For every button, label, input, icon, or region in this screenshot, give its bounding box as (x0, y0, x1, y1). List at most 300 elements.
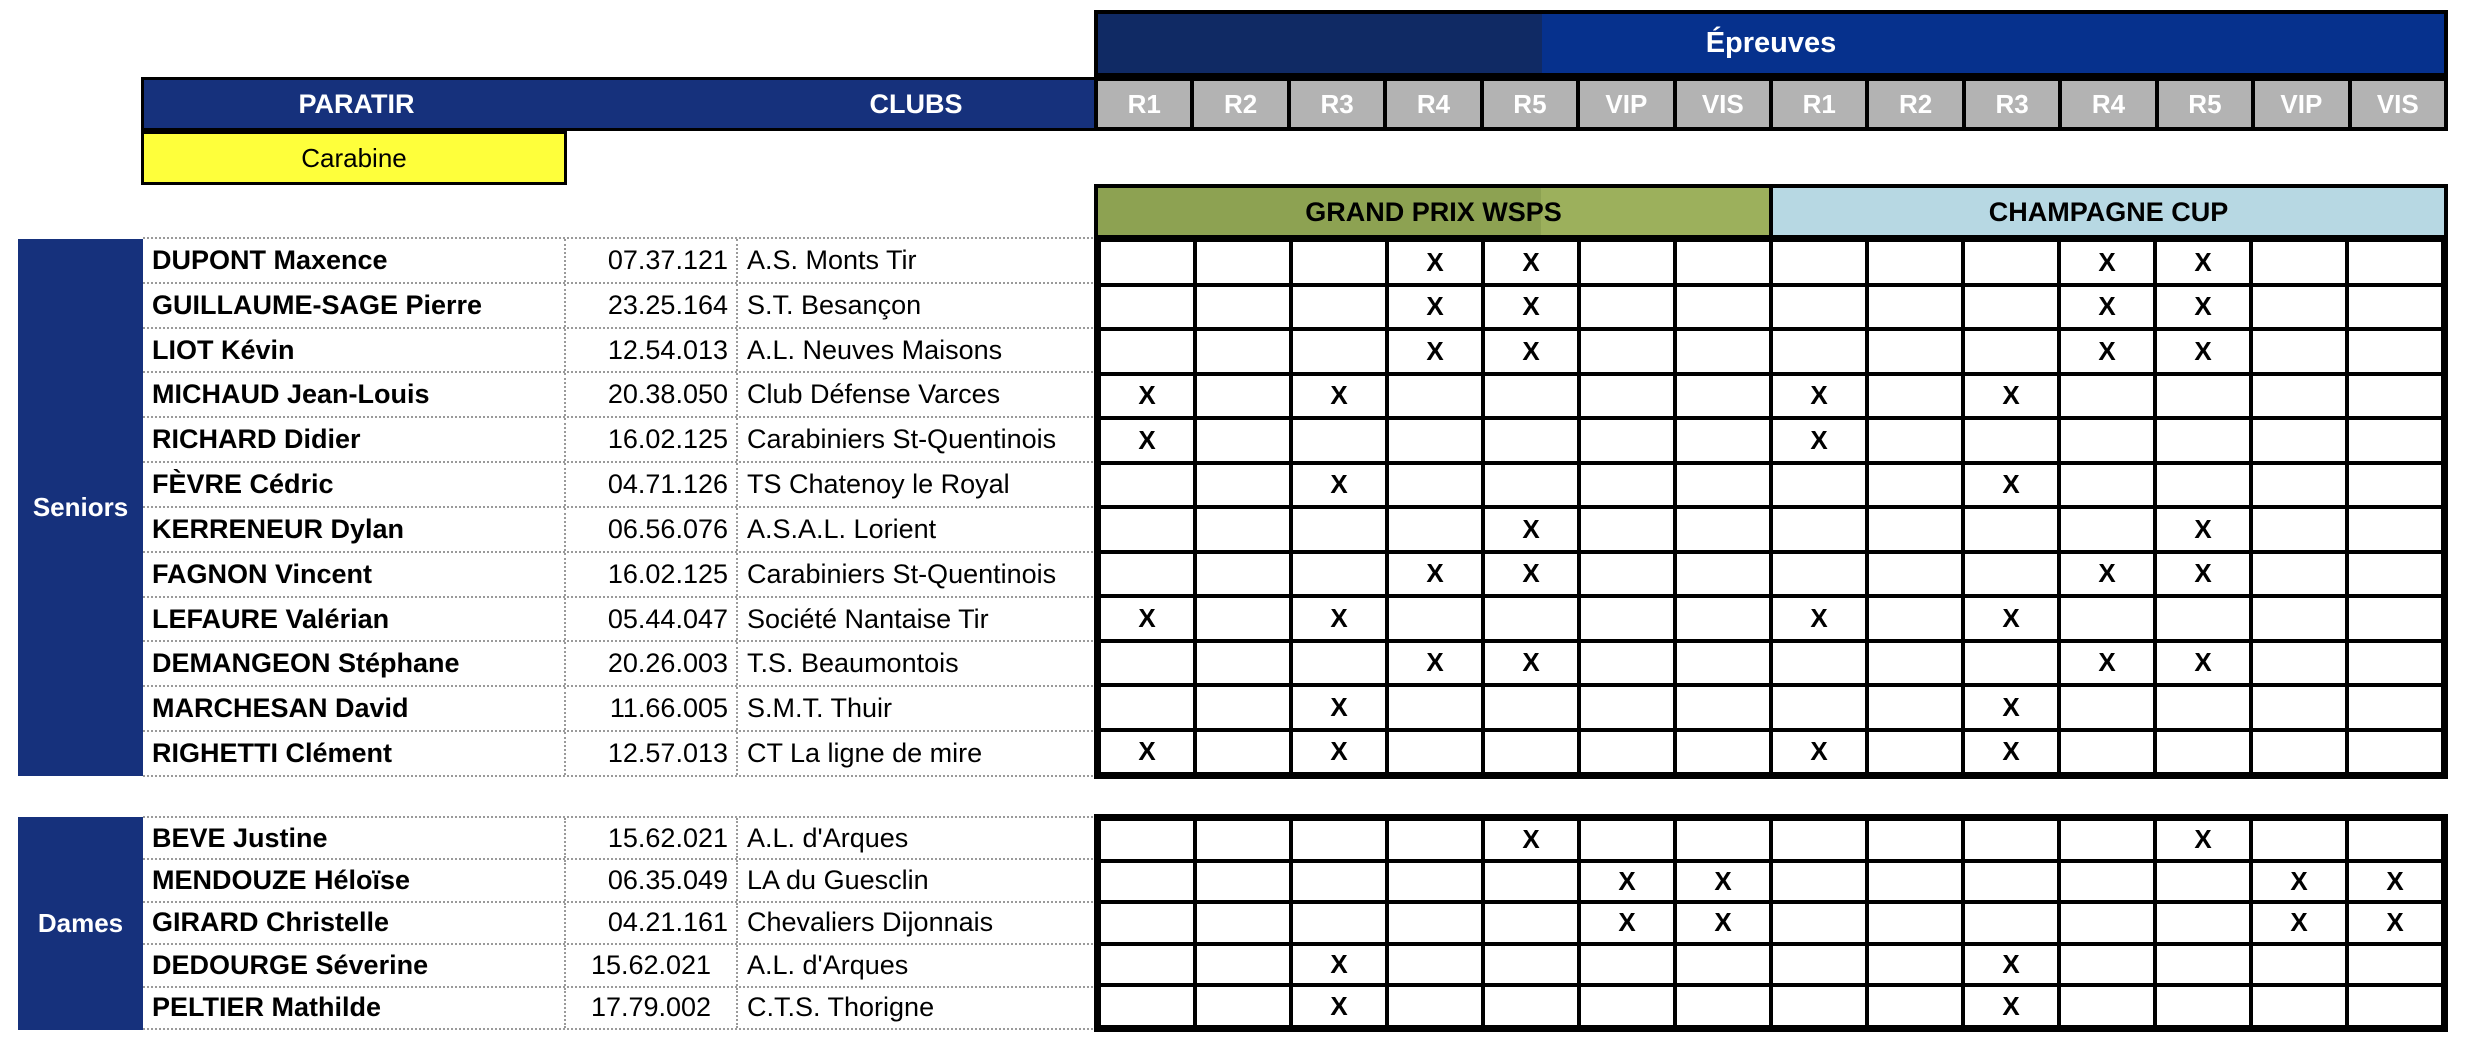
entry-empty-cell[interactable] (1579, 418, 1675, 463)
entry-empty-cell[interactable] (1291, 861, 1387, 903)
club-name-cell[interactable]: A.S.A.L. Lorient (747, 513, 937, 544)
entry-empty-cell[interactable] (1771, 861, 1867, 903)
entry-empty-cell[interactable] (1675, 374, 1771, 419)
entry-empty-cell[interactable] (1579, 507, 1675, 552)
entry-empty-cell[interactable] (1867, 507, 1963, 552)
entry-empty-cell[interactable] (2251, 819, 2347, 861)
entry-empty-cell[interactable] (1867, 329, 1963, 374)
entry-empty-cell[interactable] (1963, 285, 2059, 330)
entry-mark-cell[interactable]: X (2059, 329, 2155, 374)
entry-mark-cell[interactable]: X (2347, 902, 2443, 944)
entry-empty-cell[interactable] (1195, 985, 1291, 1027)
entry-mark-cell[interactable]: X (1099, 596, 1195, 641)
entry-mark-cell[interactable]: X (1387, 285, 1483, 330)
entry-empty-cell[interactable] (1963, 329, 2059, 374)
column-header-r5-cc: R5 (2159, 81, 2251, 127)
entry-empty-cell[interactable] (1387, 730, 1483, 775)
column-header-r2-gp: R2 (1194, 81, 1286, 127)
entry-empty-cell[interactable] (2347, 240, 2443, 285)
entry-empty-cell[interactable] (1099, 240, 1195, 285)
entry-empty-cell[interactable] (1675, 596, 1771, 641)
entry-empty-cell[interactable] (1675, 641, 1771, 686)
entry-mark-cell[interactable]: X (1675, 861, 1771, 903)
competitor-name-cell[interactable]: DEDOURGE Séverine (143, 945, 566, 985)
entry-mark-cell[interactable]: X (2155, 240, 2251, 285)
entry-empty-cell[interactable] (2059, 944, 2155, 986)
competitor-name-cell[interactable]: LIOT Kévin (143, 329, 566, 372)
entry-mark-cell[interactable]: X (2155, 329, 2251, 374)
entry-mark-cell[interactable]: X (1099, 374, 1195, 419)
column-header-vip-gp: VIP (1580, 81, 1672, 127)
entry-empty-cell[interactable] (1483, 902, 1579, 944)
entry-empty-cell[interactable] (2155, 685, 2251, 730)
column-header-r1-cc: R1 (1773, 81, 1865, 127)
entry-mark-cell[interactable]: X (1291, 596, 1387, 641)
entry-empty-cell[interactable] (1579, 685, 1675, 730)
entry-empty-cell[interactable] (1387, 418, 1483, 463)
entry-empty-cell[interactable] (1483, 596, 1579, 641)
entry-empty-cell[interactable] (1963, 819, 2059, 861)
entry-empty-cell[interactable] (1579, 285, 1675, 330)
entry-empty-cell[interactable] (1387, 507, 1483, 552)
club-name-cell[interactable]: CT La ligne de mire (747, 738, 983, 769)
club-name-cell[interactable]: A.L. d'Arques (747, 949, 909, 980)
entry-empty-cell[interactable] (1099, 985, 1195, 1027)
entry-empty-cell[interactable] (2251, 552, 2347, 597)
entry-empty-cell[interactable] (2347, 374, 2443, 419)
entry-empty-cell[interactable] (1291, 641, 1387, 686)
entry-empty-cell[interactable] (1867, 944, 1963, 986)
entry-empty-cell[interactable] (2155, 985, 2251, 1027)
entry-mark-cell[interactable]: X (1387, 552, 1483, 597)
entry-empty-cell[interactable] (1099, 285, 1195, 330)
club-name-cell[interactable]: A.S. Monts Tir (747, 244, 917, 275)
entry-empty-cell[interactable] (1195, 285, 1291, 330)
license-number-cell[interactable]: 15.62.021 (566, 818, 738, 858)
competitor-name-cell[interactable]: DEMANGEON Stéphane (143, 642, 566, 685)
entries-grid (1094, 235, 2448, 779)
entry-empty-cell[interactable] (1099, 552, 1195, 597)
entry-empty-cell[interactable] (1771, 685, 1867, 730)
competitor-name-cell[interactable]: MARCHESAN David (143, 687, 566, 730)
entry-empty-cell[interactable] (1771, 507, 1867, 552)
entry-empty-cell[interactable] (1867, 861, 1963, 903)
entry-empty-cell[interactable] (1387, 596, 1483, 641)
entry-empty-cell[interactable] (1387, 944, 1483, 986)
entry-empty-cell[interactable] (1579, 985, 1675, 1027)
competitor-name-cell[interactable]: MICHAUD Jean-Louis (143, 373, 566, 416)
entry-mark-cell[interactable]: X (2155, 552, 2251, 597)
weapon-category-cell[interactable] (141, 131, 567, 185)
entry-empty-cell[interactable] (1867, 596, 1963, 641)
entry-empty-cell[interactable] (1867, 685, 1963, 730)
entry-empty-cell[interactable] (1579, 944, 1675, 986)
license-number-cell[interactable]: 17.79.002 (566, 988, 738, 1028)
entry-empty-cell[interactable] (2347, 641, 2443, 686)
entry-empty-cell[interactable] (1099, 641, 1195, 686)
entry-empty-cell[interactable] (1771, 944, 1867, 986)
entry-empty-cell[interactable] (1291, 552, 1387, 597)
entry-mark-cell[interactable]: X (1579, 902, 1675, 944)
entry-empty-cell[interactable] (1483, 730, 1579, 775)
competitor-name-cell[interactable]: FÈVRE Cédric (143, 463, 566, 506)
entry-empty-cell[interactable] (2251, 641, 2347, 686)
entry-empty-cell[interactable] (1579, 596, 1675, 641)
competitors-table (143, 816, 1097, 1030)
entry-empty-cell[interactable] (1099, 329, 1195, 374)
license-number-cell[interactable]: 04.21.161 (566, 903, 738, 943)
entry-empty-cell[interactable] (1867, 374, 1963, 419)
club-name-cell[interactable]: A.L. d'Arques (747, 822, 909, 853)
entry-empty-cell[interactable] (1675, 240, 1771, 285)
entry-empty-cell[interactable] (1483, 985, 1579, 1027)
entry-empty-cell[interactable] (2059, 985, 2155, 1027)
entry-empty-cell[interactable] (1483, 374, 1579, 419)
entry-empty-cell[interactable] (1195, 685, 1291, 730)
entry-empty-cell[interactable] (2059, 596, 2155, 641)
entry-mark-cell[interactable]: X (1483, 240, 1579, 285)
entry-empty-cell[interactable] (2155, 374, 2251, 419)
entry-empty-cell[interactable] (2347, 819, 2443, 861)
license-number-cell[interactable]: 11.66.005 (566, 687, 738, 730)
entry-empty-cell[interactable] (1483, 685, 1579, 730)
entry-empty-cell[interactable] (2347, 463, 2443, 508)
entry-empty-cell[interactable] (1675, 985, 1771, 1027)
entry-empty-cell[interactable] (1579, 374, 1675, 419)
competitor-name-cell[interactable]: RIGHETTI Clément (143, 732, 566, 775)
column-header-vip-cc: VIP (2255, 81, 2347, 127)
entry-empty-cell[interactable] (2155, 596, 2251, 641)
entry-mark-cell[interactable]: X (2347, 861, 2443, 903)
entry-empty-cell[interactable] (2251, 944, 2347, 986)
entry-empty-cell[interactable] (1867, 418, 1963, 463)
entry-empty-cell[interactable] (2251, 240, 2347, 285)
competitor-name-cell[interactable]: BEVE Justine (143, 818, 566, 858)
entry-mark-cell[interactable]: X (2059, 285, 2155, 330)
entry-empty-cell[interactable] (1771, 552, 1867, 597)
competitor-row (143, 373, 1097, 418)
entry-mark-cell[interactable]: X (2155, 507, 2251, 552)
entry-mark-cell[interactable]: X (1963, 985, 2059, 1027)
entry-empty-cell[interactable] (1099, 902, 1195, 944)
entry-mark-cell[interactable]: X (1483, 641, 1579, 686)
entry-mark-cell[interactable]: X (1579, 861, 1675, 903)
entry-empty-cell[interactable] (1291, 329, 1387, 374)
entry-empty-cell[interactable] (1195, 240, 1291, 285)
entry-empty-cell[interactable] (1387, 819, 1483, 861)
entry-mark-cell[interactable]: X (1771, 730, 1867, 775)
entry-empty-cell[interactable] (1483, 861, 1579, 903)
entry-empty-cell[interactable] (1771, 463, 1867, 508)
entry-empty-cell[interactable] (1963, 641, 2059, 686)
entry-empty-cell[interactable] (1867, 985, 1963, 1027)
entry-empty-cell[interactable] (2059, 418, 2155, 463)
entry-empty-cell[interactable] (1291, 418, 1387, 463)
entry-empty-cell[interactable] (2251, 596, 2347, 641)
entry-empty-cell[interactable] (1387, 985, 1483, 1027)
competitor-name-cell[interactable]: DUPONT Maxence (143, 239, 566, 282)
entry-empty-cell[interactable] (2347, 285, 2443, 330)
entry-empty-cell[interactable] (2251, 329, 2347, 374)
entry-mark-cell[interactable]: X (2251, 861, 2347, 903)
entry-empty-cell[interactable] (1579, 641, 1675, 686)
entry-mark-cell[interactable]: X (1963, 596, 2059, 641)
entry-empty-cell[interactable] (1771, 641, 1867, 686)
entry-empty-cell[interactable] (1963, 240, 2059, 285)
entry-empty-cell[interactable] (1387, 902, 1483, 944)
club-name-cell[interactable]: Chevaliers Dijonnais (747, 907, 994, 938)
entry-empty-cell[interactable] (1579, 463, 1675, 508)
entry-empty-cell[interactable] (2347, 944, 2443, 986)
license-number-cell[interactable]: 07.37.121 (566, 239, 738, 282)
entry-empty-cell[interactable] (1291, 902, 1387, 944)
competitor-name-cell[interactable]: KERRENEUR Dylan (143, 508, 566, 551)
club-name-cell[interactable]: S.T. Besançon (747, 289, 922, 320)
entry-mark-cell[interactable]: X (2155, 641, 2251, 686)
entry-mark-cell[interactable]: X (1483, 285, 1579, 330)
entry-empty-cell[interactable] (1963, 552, 2059, 597)
competitor-name-cell[interactable]: GIRARD Christelle (143, 903, 566, 943)
entry-mark-cell[interactable]: X (1099, 418, 1195, 463)
entry-mark-cell[interactable]: X (1675, 902, 1771, 944)
entry-empty-cell[interactable] (1483, 944, 1579, 986)
entry-empty-cell[interactable] (2347, 985, 2443, 1027)
entry-empty-cell[interactable] (2059, 902, 2155, 944)
entry-empty-cell[interactable] (2251, 730, 2347, 775)
club-name-cell[interactable]: C.T.S. Thorigne (747, 992, 935, 1023)
entry-empty-cell[interactable] (1483, 418, 1579, 463)
entry-mark-cell[interactable]: X (2059, 641, 2155, 686)
entry-empty-cell[interactable] (2251, 463, 2347, 508)
entry-empty-cell[interactable] (1867, 240, 1963, 285)
club-name-cell[interactable]: Club Défense Varces (747, 379, 1001, 410)
entry-empty-cell[interactable] (2155, 418, 2251, 463)
club-name-cell[interactable]: Carabiniers St-Quentinois (747, 424, 1057, 455)
entry-empty-cell[interactable] (1099, 507, 1195, 552)
entry-empty-cell[interactable] (2347, 730, 2443, 775)
entry-empty-cell[interactable] (2155, 861, 2251, 903)
entry-empty-cell[interactable] (1195, 507, 1291, 552)
entry-mark-cell[interactable]: X (1291, 985, 1387, 1027)
entry-mark-cell[interactable]: X (1963, 463, 2059, 508)
entry-empty-cell[interactable] (1387, 374, 1483, 419)
entry-empty-cell[interactable] (1291, 819, 1387, 861)
club-name-cell[interactable]: LA du Guesclin (747, 865, 929, 896)
entry-empty-cell[interactable] (2251, 507, 2347, 552)
entry-empty-cell[interactable] (2059, 861, 2155, 903)
entry-mark-cell[interactable]: X (1483, 507, 1579, 552)
entry-empty-cell[interactable] (1867, 285, 1963, 330)
entry-empty-cell[interactable] (2155, 902, 2251, 944)
entry-mark-cell[interactable]: X (1291, 730, 1387, 775)
entry-mark-cell[interactable]: X (1483, 329, 1579, 374)
entry-empty-cell[interactable] (1195, 730, 1291, 775)
club-name-cell[interactable]: TS Chatenoy le Royal (747, 469, 1010, 500)
license-number-cell[interactable]: 15.62.021 (566, 945, 738, 985)
entry-mark-cell[interactable]: X (2251, 902, 2347, 944)
entry-empty-cell[interactable] (1963, 507, 2059, 552)
entry-mark-cell[interactable]: X (1387, 641, 1483, 686)
entry-empty-cell[interactable] (1195, 418, 1291, 463)
license-number-cell[interactable]: 16.02.125 (566, 418, 738, 461)
entry-empty-cell[interactable] (1867, 819, 1963, 861)
entry-empty-cell[interactable] (1579, 329, 1675, 374)
entry-empty-cell[interactable] (1771, 329, 1867, 374)
entry-mark-cell[interactable]: X (1291, 463, 1387, 508)
competitor-name-cell[interactable]: LEFAURE Valérian (143, 598, 566, 641)
license-number-cell[interactable]: 04.71.126 (566, 463, 738, 506)
entry-empty-cell[interactable] (2059, 730, 2155, 775)
entry-empty-cell[interactable] (2347, 418, 2443, 463)
competitor-name-cell[interactable]: GUILLAUME-SAGE Pierre (143, 284, 566, 327)
entry-empty-cell[interactable] (1195, 641, 1291, 686)
entry-empty-cell[interactable] (1099, 861, 1195, 903)
entry-empty-cell[interactable] (2251, 285, 2347, 330)
entry-empty-cell[interactable] (1195, 596, 1291, 641)
entry-empty-cell[interactable] (1579, 819, 1675, 861)
entry-empty-cell[interactable] (2059, 819, 2155, 861)
entry-empty-cell[interactable] (1675, 685, 1771, 730)
club-name-cell[interactable]: Société Nantaise Tir (747, 603, 989, 634)
entry-empty-cell[interactable] (2251, 418, 2347, 463)
entry-mark-cell[interactable]: X (1387, 329, 1483, 374)
license-number-cell[interactable]: 20.26.003 (566, 642, 738, 685)
license-number-cell[interactable]: 12.57.013 (566, 732, 738, 775)
entry-empty-cell[interactable] (1771, 985, 1867, 1027)
entry-empty-cell[interactable] (2251, 985, 2347, 1027)
entry-mark-cell[interactable]: X (1963, 374, 2059, 419)
license-number-cell[interactable]: 23.25.164 (566, 284, 738, 327)
entry-empty-cell[interactable] (1867, 730, 1963, 775)
entry-empty-cell[interactable] (1675, 418, 1771, 463)
entry-empty-cell[interactable] (1675, 552, 1771, 597)
entry-empty-cell[interactable] (2251, 685, 2347, 730)
entry-mark-cell[interactable]: X (2155, 819, 2251, 861)
entry-empty-cell[interactable] (2347, 329, 2443, 374)
entry-empty-cell[interactable] (1195, 374, 1291, 419)
license-number-cell[interactable]: 06.56.076 (566, 508, 738, 551)
entry-empty-cell[interactable] (1387, 685, 1483, 730)
entry-empty-cell[interactable] (1675, 507, 1771, 552)
club-name-cell[interactable]: T.S. Beaumontois (747, 648, 959, 679)
entry-empty-cell[interactable] (2059, 685, 2155, 730)
entry-empty-cell[interactable] (1867, 463, 1963, 508)
club-name-cell[interactable]: S.M.T. Thuir (747, 693, 893, 724)
entry-empty-cell[interactable] (2347, 596, 2443, 641)
entry-empty-cell[interactable] (1675, 463, 1771, 508)
entry-empty-cell[interactable] (2347, 507, 2443, 552)
entry-empty-cell[interactable] (1099, 819, 1195, 861)
entry-empty-cell[interactable] (1963, 861, 2059, 903)
entry-empty-cell[interactable] (1195, 902, 1291, 944)
entry-empty-cell[interactable] (1483, 463, 1579, 508)
entry-mark-cell[interactable]: X (1291, 944, 1387, 986)
entry-mark-cell[interactable]: X (1483, 819, 1579, 861)
entry-empty-cell[interactable] (2059, 463, 2155, 508)
entry-empty-cell[interactable] (1675, 730, 1771, 775)
entry-mark-cell[interactable]: X (1963, 730, 2059, 775)
entry-mark-cell[interactable]: X (2155, 285, 2251, 330)
competitor-name-cell[interactable]: FAGNON Vincent (143, 553, 566, 596)
entry-empty-cell[interactable] (1099, 463, 1195, 508)
competitor-name-cell[interactable]: PELTIER Mathilde (143, 988, 566, 1028)
license-number-cell[interactable]: 20.38.050 (566, 373, 738, 416)
entry-empty-cell[interactable] (1291, 285, 1387, 330)
entry-empty-cell[interactable] (1291, 240, 1387, 285)
entry-empty-cell[interactable] (2059, 507, 2155, 552)
license-number-cell[interactable]: 12.54.013 (566, 329, 738, 372)
license-number-cell[interactable]: 05.44.047 (566, 598, 738, 641)
entry-empty-cell[interactable] (2059, 374, 2155, 419)
entry-empty-cell[interactable] (1771, 902, 1867, 944)
entry-mark-cell[interactable]: X (1291, 685, 1387, 730)
entry-mark-cell[interactable]: X (2059, 240, 2155, 285)
entry-mark-cell[interactable]: X (1771, 374, 1867, 419)
entry-empty-cell[interactable] (1867, 552, 1963, 597)
entry-empty-cell[interactable] (1387, 463, 1483, 508)
entry-empty-cell[interactable] (1675, 819, 1771, 861)
entry-empty-cell[interactable] (1675, 285, 1771, 330)
entry-empty-cell[interactable] (1579, 730, 1675, 775)
entry-empty-cell[interactable] (2155, 944, 2251, 986)
entry-empty-cell[interactable] (1771, 819, 1867, 861)
entry-empty-cell[interactable] (1675, 329, 1771, 374)
entry-empty-cell[interactable] (1195, 463, 1291, 508)
competitor-name-cell[interactable]: MENDOUZE Héloïse (143, 860, 566, 900)
entry-empty-cell[interactable] (1195, 329, 1291, 374)
entry-mark-cell[interactable]: X (1099, 730, 1195, 775)
entry-mark-cell[interactable]: X (1291, 374, 1387, 419)
entry-empty-cell[interactable] (1195, 944, 1291, 986)
entry-empty-cell[interactable] (1867, 902, 1963, 944)
entry-mark-cell[interactable]: X (1771, 596, 1867, 641)
entry-empty-cell[interactable] (1963, 418, 2059, 463)
license-number-cell[interactable]: 16.02.125 (566, 553, 738, 596)
entry-empty-cell[interactable] (2155, 730, 2251, 775)
entry-mark-cell[interactable]: X (1963, 685, 2059, 730)
entry-empty-cell[interactable] (2347, 552, 2443, 597)
entry-empty-cell[interactable] (1963, 902, 2059, 944)
entry-empty-cell[interactable] (1771, 240, 1867, 285)
competitor-row (143, 687, 1097, 732)
license-number-cell[interactable]: 06.35.049 (566, 860, 738, 900)
entry-empty-cell[interactable] (2347, 685, 2443, 730)
entry-empty-cell[interactable] (1099, 685, 1195, 730)
entry-empty-cell[interactable] (1195, 861, 1291, 903)
entry-empty-cell[interactable] (2155, 463, 2251, 508)
club-name-cell[interactable]: A.L. Neuves Maisons (747, 334, 1003, 365)
entry-empty-cell[interactable] (1195, 819, 1291, 861)
entry-mark-cell[interactable]: X (1387, 240, 1483, 285)
entry-empty-cell[interactable] (1675, 944, 1771, 986)
entry-mark-cell[interactable]: X (2059, 552, 2155, 597)
entry-mark-cell[interactable]: X (1483, 552, 1579, 597)
entry-empty-cell[interactable] (1387, 861, 1483, 903)
entry-empty-cell[interactable] (1195, 552, 1291, 597)
entry-empty-cell[interactable] (1099, 944, 1195, 986)
entry-empty-cell[interactable] (1291, 507, 1387, 552)
club-name-cell[interactable]: Carabiniers St-Quentinois (747, 558, 1057, 589)
entry-empty-cell[interactable] (1771, 285, 1867, 330)
competitor-row (143, 860, 1097, 902)
entry-empty-cell[interactable] (1579, 240, 1675, 285)
entry-empty-cell[interactable] (1579, 552, 1675, 597)
entry-empty-cell[interactable] (2251, 374, 2347, 419)
entry-empty-cell[interactable] (1867, 641, 1963, 686)
entry-mark-cell[interactable]: X (1771, 418, 1867, 463)
entry-mark-cell[interactable]: X (1963, 944, 2059, 986)
competitor-name-cell[interactable]: RICHARD Didier (143, 418, 566, 461)
